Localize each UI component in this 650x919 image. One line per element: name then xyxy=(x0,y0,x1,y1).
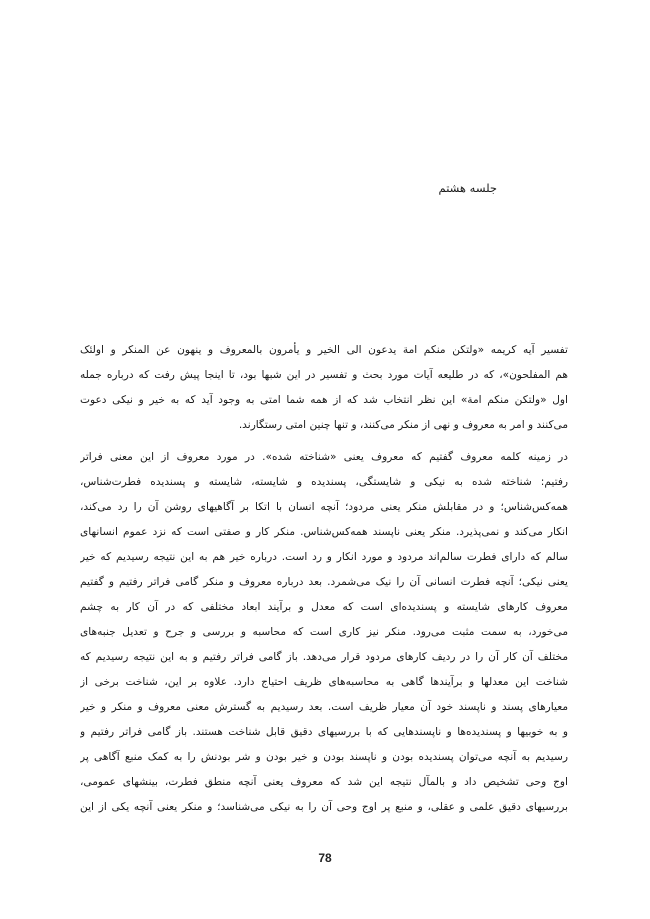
text-line: اوج وحی تشخیص داد و بالمآل نتیجه این شد که معروف یعنی آنچه منطق فطرت، بینشهای عمومی، xyxy=(80,776,568,788)
text-line: در زمینه کلمه معروف گفتیم که معروف یعنی «شناخته شده». در مورد معروف از این معنی فراتر xyxy=(80,451,568,463)
text-line: می‌کنند و امر به معروف و نهی از منکر می‌کنند، و تنها چنین امتی رستگارند. xyxy=(238,419,568,431)
text-line: رسیدیم به آنچه می‌توان پسندیده بودن و ناپسند بودن و خیر بودن و شر بودنش را به کمک منبع آگاهی پر xyxy=(80,751,568,763)
text-line: انکار می‌کند و نمی‌پذیرد. منکر یعنی ناپسند همه‌کس‌شناس. منکر کار و صفتی است که نزد عموم انسانهای xyxy=(80,526,568,538)
text-line: و به خوبیها و پسندیده‌ها و ناپسندهایی که با بررسیهای دقیق قابل شناخت هستند. باز گامی فراتر رفتیم و xyxy=(80,726,568,738)
text-line: می‌خورد، به سمت مثبت می‌رود. منکر نیز کاری است که محاسبه و بررسی و جرح و تعدیل جنبه‌های xyxy=(80,626,568,638)
text-line: یعنی نیکی؛ آنچه فطرت انسانی آن را نیک می‌شمرد. بعد درباره معروف و منکر گامی فراتر رفتیم و گفتیم xyxy=(80,576,568,588)
text-line: معروف کارهای شایسته و پسندیده‌ای است که معدل و برآیند ابعاد مختلفی که در آن کار به چشم xyxy=(80,601,568,613)
session-heading: جلسه هشتم xyxy=(438,181,497,195)
text-line: هم المفلحون»، که در طلیعه آیات مورد بحث و تفسیر در این شبها بود، تا اینجا پیش رفت که درباره جمله xyxy=(80,369,568,381)
text-line: سالم که دارای فطرت سالم‌اند مردود و مورد انکار و رد است. درباره خیر هم به این نتیجه رسیدیم که خیر xyxy=(80,551,568,563)
text-line: بررسیهای دقیق علمی و عقلی، و منبع پر اوج وحی آن را به نیکی می‌شناسد؛ و منکر یعنی آنچه یکی از این xyxy=(80,801,568,813)
paragraph-2 xyxy=(80,445,568,820)
text-line: تفسیر آیه کریمه «ولتکن منکم امة یدعون الی الخیر و یأمرون بالمعروف و ینهون عن المنکر و اولئک xyxy=(80,344,568,356)
text-line: رفتیم: شناخته شده به نیکی و شایستگی، پسندیده و شایسته، شایسته و پسندیده فطرت‌شناس، xyxy=(80,476,568,488)
paragraph-1 xyxy=(80,338,568,438)
text-line: مختلف آن کار آن را در ردیف کارهای مردود قرار می‌دهد. باز گامی فراتر رفتیم و به این نتیجه رسیدیم که xyxy=(80,651,568,663)
body-text xyxy=(80,338,568,820)
text-line: اول «ولتکن منکم امة» این نظر انتخاب شد که از همه شما امتی به وجود آید که به خیر و نیکی دعوت xyxy=(80,394,568,406)
text-line: معیارهای پسند و ناپسند خود آن معیار ظریف است. بعد رسیدیم به گسترش معنی معروف و منکر و خیر xyxy=(80,701,568,713)
page-number: 78 xyxy=(318,851,332,865)
text-line: همه‌کس‌شناس؛ و در مقابلش منکر یعنی مردود؛ آنچه انسان با اتکا بر آگاهیهای روشن آن را رد می‌کند، xyxy=(80,501,568,513)
text-line: شناخت این معدلها و برآیندها گاهی به محاسبه‌های ظریف احتیاج دارد. علاوه بر این، شناخت برخی از xyxy=(80,676,568,688)
